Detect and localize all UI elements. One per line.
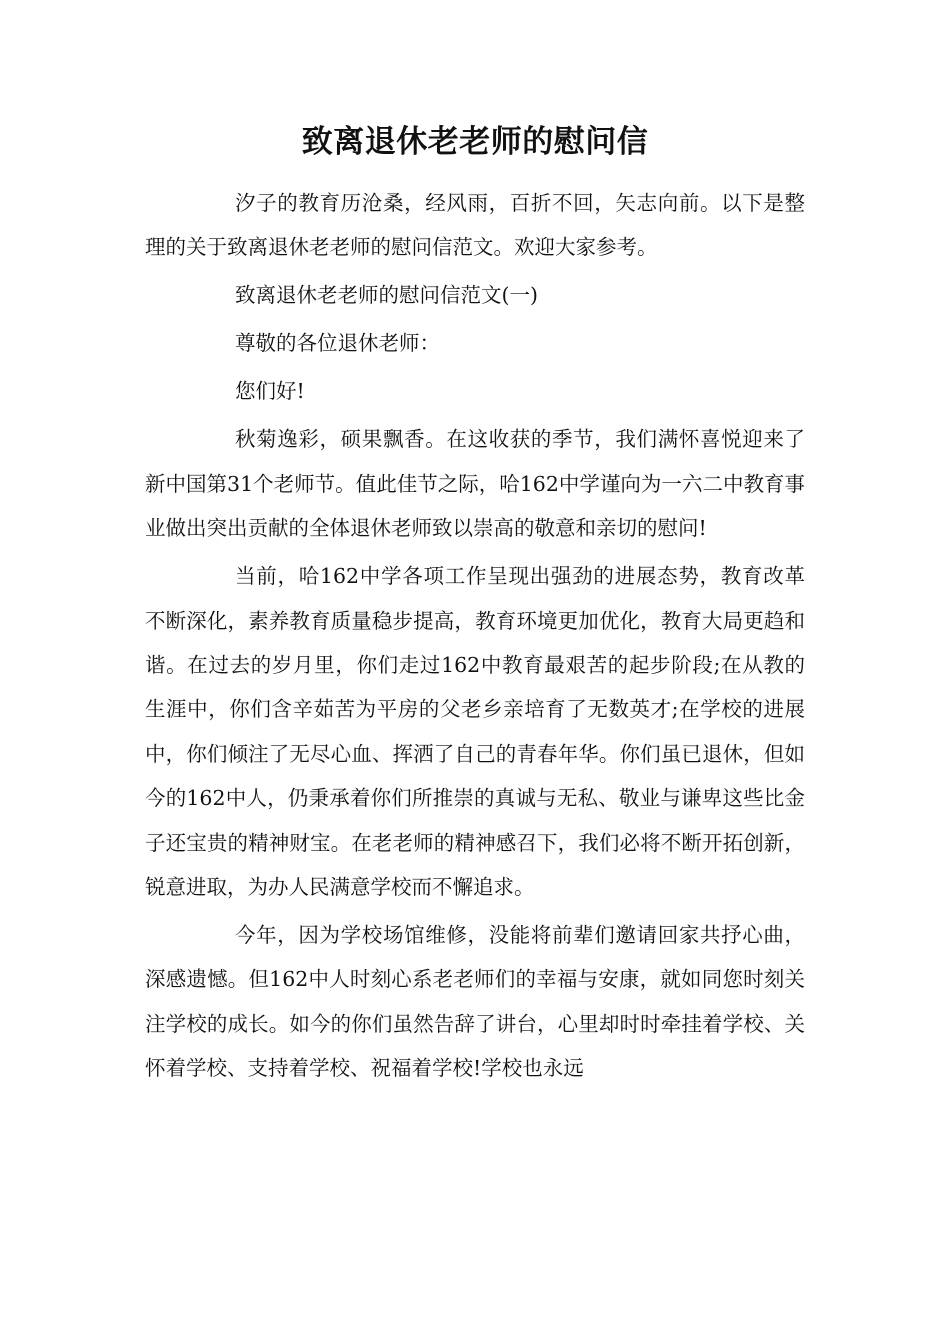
document-title: 致离退休老老师的慰问信 bbox=[301, 124, 649, 160]
intro-paragraph: 汐子的教育历沧桑，经风雨，百折不回，矢志向前。以下是整理的关于致离退休老老师的慰问信范文。欢迎大家参考。 bbox=[145, 191, 805, 260]
document-body bbox=[145, 181, 805, 1094]
section-heading: 致离退休老老师的慰问信范文(一) bbox=[235, 283, 538, 308]
body-paragraph: 秋菊逸彩，硕果飘香。在这收获的季节，我们满怀喜悦迎来了新中国第31个老师节。值此佳节之际，哈162中学谨向为一六二中教育事业做出突出贡献的全体退休老师致以崇高的敬意和亲切的慰问! bbox=[145, 427, 805, 541]
body-paragraph: 当前，哈162中学各项工作呈现出强劲的进展态势，教育改革不断深化，素养教育质量稳步提高，教育环境更加优化，教育大局更趋和谐。在过去的岁月里，你们走过162中教育最艰苦的起步阶段;在从教的生涯中，你们含辛茹苦为平房的父老乡亲培育了无数英才;在学校的进展中，你们倾注了无尽心血、挥洒了自己的青春年华。你们虽已退休，但如今的162中人，仍秉承着你们所推崇的真诚与无私、敬业与谦卑这些比金子还宝贵的精神财宝。在老老师的精神感召下，我们必将不断开拓创新，锐意进取，为办人民满意学校而不懈追求。 bbox=[145, 564, 805, 900]
greeting: 您们好! bbox=[235, 379, 305, 404]
salutation: 尊敬的各位退休老师： bbox=[235, 331, 440, 356]
body-paragraph: 今年，因为学校场馆维修，没能将前辈们邀请回家共抒心曲，深感遗憾。但162中人时刻心系老老师们的幸福与安康，就如同您时刻关注学校的成长。如今的你们虽然告辞了讲台，心里却时时牵挂着学校、关怀着学校、支持着学校、祝福着学校!学校也永远 bbox=[145, 923, 805, 1081]
